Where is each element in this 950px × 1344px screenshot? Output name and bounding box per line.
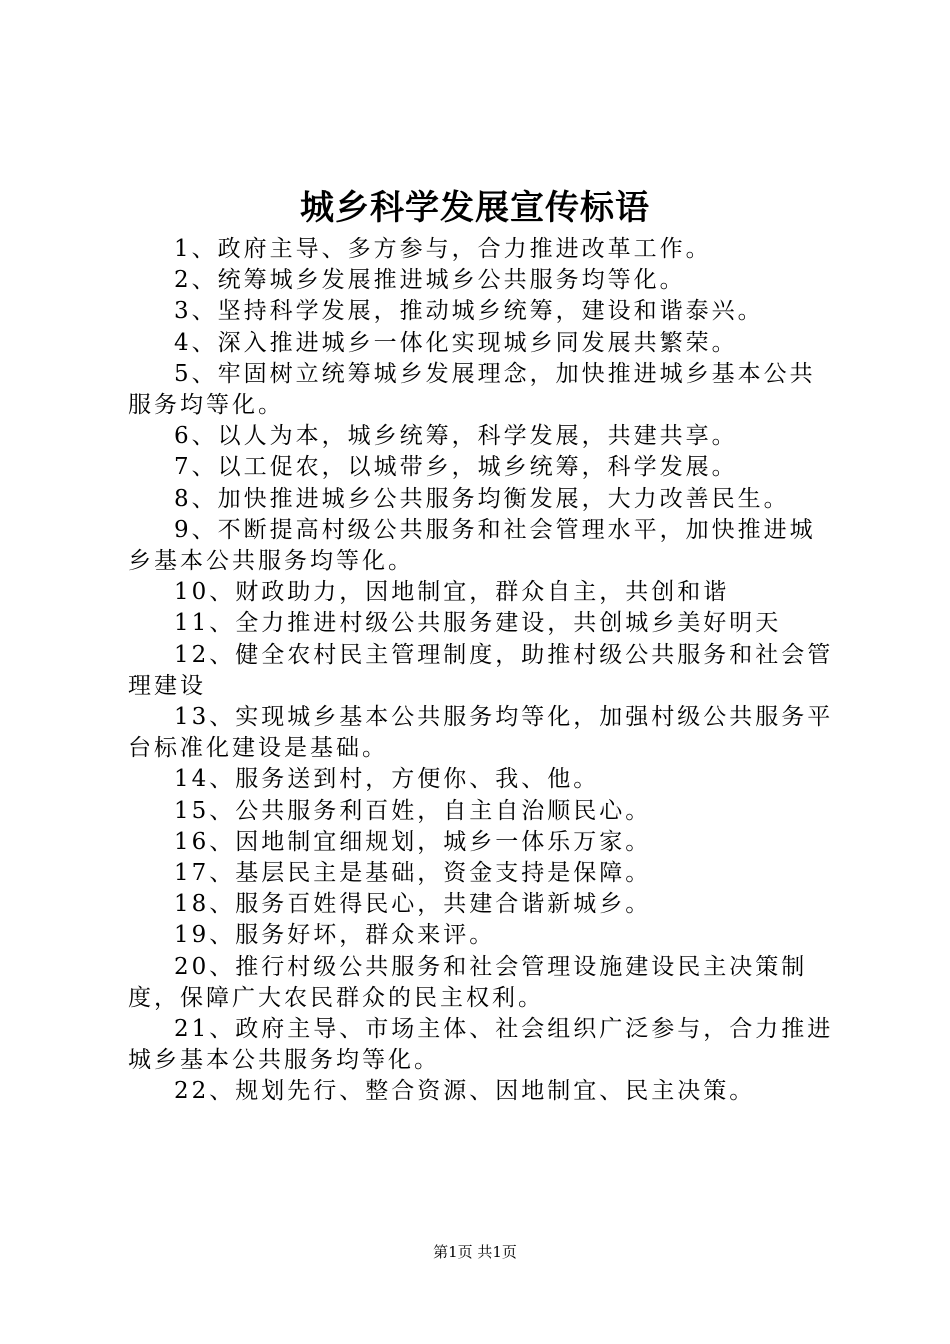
slogan-item: 21、政府主导、市场主体、社会组织广泛参与，合力推进城乡基本公共服务均等化。 [128, 1016, 834, 1074]
slogan-item: 20、推行村级公共服务和社会管理设施建设民主决策制度，保障广大农民群众的民主权利。 [128, 953, 808, 1011]
slogan-item: 22、规划先行、整合资源、因地制宜、民主决策。 [174, 1078, 756, 1105]
slogan-item: 1、政府主导、多方参与，合力推进改革工作。 [174, 236, 712, 262]
document-title: 城乡科学发展宣传标语 [300, 188, 650, 228]
slogan-item: 2、统筹城乡发展推进城乡公共服务均等化。 [174, 267, 686, 294]
slogan-item: 18、服务百姓得民心，共建合谐新城乡。 [174, 891, 652, 918]
slogan-item: 13、实现城乡基本公共服务均等化，加强村级公共服务平台标准化建设是基础。 [128, 704, 834, 762]
slogan-item: 15、公共服务利百姓，自主自治顺民心。 [174, 797, 652, 824]
slogan-item: 17、基层民主是基础，资金支持是保障。 [174, 860, 652, 887]
slogan-item: 11、全力推进村级公共服务建设，共创城乡美好明天 [174, 610, 782, 637]
slogan-item: 16、因地制宜细规划，城乡一体乐万家。 [174, 828, 652, 855]
slogan-item: 6、以人为本，城乡统筹，科学发展，共建共享。 [174, 423, 738, 450]
slogan-item: 14、服务送到村，方便你、我、他。 [174, 766, 600, 793]
slogan-item: 9、不断提高村级公共服务和社会管理水平，加快推进城乡基本公共服务均等化。 [128, 516, 816, 575]
slogan-item: 5、牢固树立统筹城乡发展理念，加快推进城乡基本公共服务均等化。 [128, 360, 816, 419]
slogan-list [128, 234, 836, 1108]
slogan-item: 8、加快推进城乡公共服务均衡发展，大力改善民生。 [174, 485, 790, 512]
slogan-item: 4、深入推进城乡一体化实现城乡同发展共繁荣。 [174, 329, 738, 356]
slogan-item: 7、以工促农，以城带乡，城乡统筹，科学发展。 [174, 454, 738, 481]
page-footer: 第1页 共1页 [433, 1243, 517, 1261]
slogan-item: 10、财政助力，因地制宜，群众自主，共创和谐 [174, 579, 730, 606]
slogan-item: 3、坚持科学发展，推动城乡统筹，建设和谐泰兴。 [174, 298, 764, 325]
slogan-item: 19、服务好坏，群众来评。 [174, 922, 496, 949]
slogan-item: 12、健全农村民主管理制度，助推村级公共服务和社会管理建设 [128, 641, 834, 699]
